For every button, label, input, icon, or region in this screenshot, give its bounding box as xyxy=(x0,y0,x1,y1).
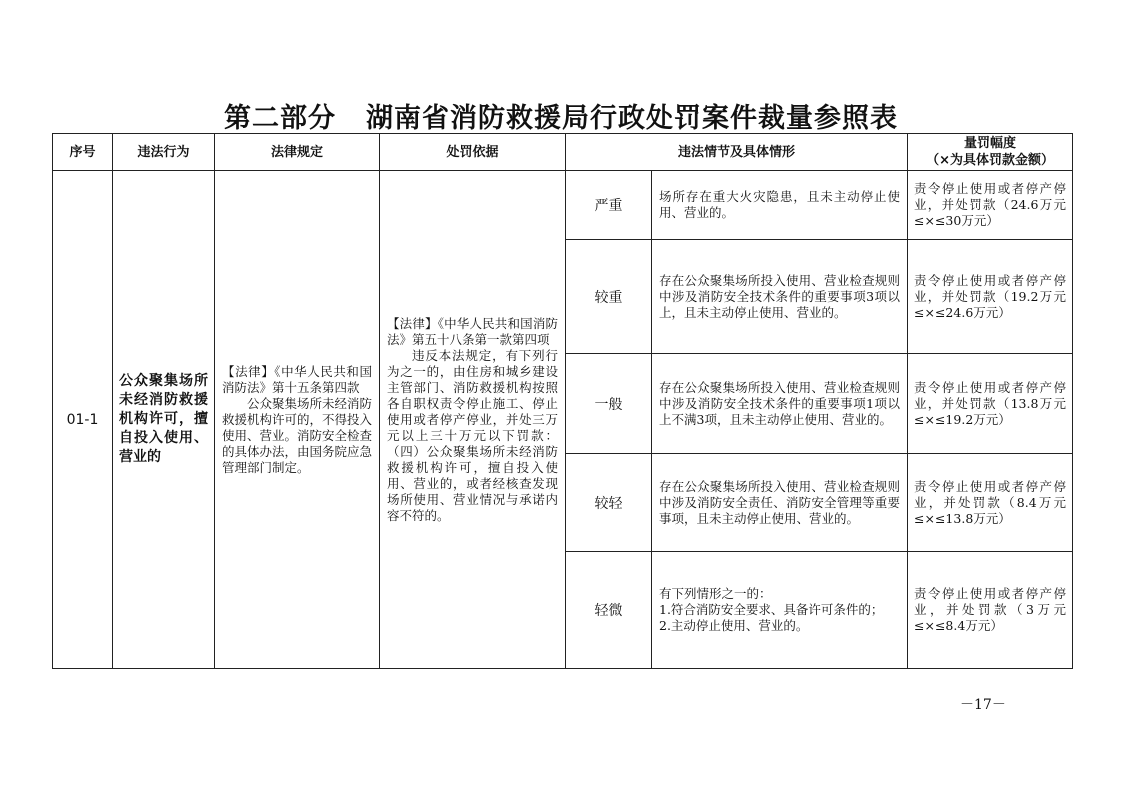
table-row xyxy=(53,171,1073,240)
detail-item: 1.符合消防安全要求、具备许可条件的； xyxy=(659,602,884,617)
level-detail xyxy=(652,552,908,669)
basis-citation: 【法律】《中华人民共和国消防法》第五十八条第一款第四项 xyxy=(387,315,558,347)
title-part: 第二部分 xyxy=(224,103,336,134)
level-label: 一般 xyxy=(566,354,652,454)
level-detail: 存在公众聚集场所投入使用、营业检查规则中涉及消防安全责任、消防安全管理等重要事项，且未主动停止使用、营业的。 xyxy=(652,454,908,552)
law-citation: 【法律】《中华人民共和国消防法》第十五条第四款 xyxy=(222,363,372,395)
fine-range: 责令停止使用或者停产停业，并处罚款（3万元≤×≤8.4万元） xyxy=(908,552,1073,669)
level-label: 严重 xyxy=(566,171,652,240)
violation-act: 公众聚集场所未经消防救援机构许可，擅自投入使用、营业的 xyxy=(113,171,215,669)
level-label: 较轻 xyxy=(566,454,652,552)
fine-range: 责令停止使用或者停产停业，并处罚款（8.4万元≤×≤13.8万元） xyxy=(908,454,1073,552)
basis-text: 违反本法规定，有下列行为之一的，由住房和城乡建设主管部门、消防救援机构按照各自职权责令停止施工、停止使用或者停产停业，并处三万元以上三十万元以下罚款：（四）公众聚集场所未经消防救援机构许可，擅自投入使用、营业的，或者经核查发现场所使用、营业情况与承诺内容不符的。 xyxy=(387,347,558,523)
level-label: 较重 xyxy=(566,240,652,354)
penalty-basis xyxy=(380,171,566,669)
page-title xyxy=(0,96,1122,135)
header-fine xyxy=(908,134,1073,171)
header-basis: 处罚依据 xyxy=(380,134,566,171)
header-circumstance: 违法情节及具体情形 xyxy=(566,134,908,171)
level-detail: 存在公众聚集场所投入使用、营业检查规则中涉及消防安全技术条件的重要事项3项以上，且未主动停止使用、营业的。 xyxy=(652,240,908,354)
detail-item: 2.主动停止使用、营业的。 xyxy=(659,618,809,633)
header-fine-line1: 量罚幅度 xyxy=(964,136,1017,151)
title-main: 湖南省消防救援局行政处罚案件裁量参照表 xyxy=(366,103,898,134)
table-header-row xyxy=(53,134,1073,171)
level-label: 轻微 xyxy=(566,552,652,669)
law-provision xyxy=(215,171,380,669)
page-number: －17－ xyxy=(960,697,1006,713)
level-detail: 存在公众聚集场所投入使用、营业检查规则中涉及消防安全技术条件的重要事项1项以上不满3项，且未主动停止使用、营业的。 xyxy=(652,354,908,454)
level-detail: 场所存在重大火灾隐患，且未主动停止使用、营业的。 xyxy=(652,171,908,240)
header-fine-line2: （×为具体罚款金额） xyxy=(926,153,1054,168)
case-number: 01-1 xyxy=(53,171,113,669)
detail-intro: 有下列情形之一的： xyxy=(659,586,772,601)
law-text: 公众聚集场所未经消防救援机构许可的，不得投入使用、营业。消防安全检查的具体办法，由国务院应急管理部门制定。 xyxy=(222,395,373,475)
fine-range: 责令停止使用或者停产停业，并处罚款（19.2万元≤×≤24.6万元） xyxy=(908,240,1073,354)
fine-range: 责令停止使用或者停产停业，并处罚款（13.8万元≤×≤19.2万元） xyxy=(908,354,1073,454)
header-law: 法律规定 xyxy=(215,134,380,171)
fine-range: 责令停止使用或者停产停业，并处罚款（24.6万元≤×≤30万元） xyxy=(908,171,1073,240)
penalty-reference-table xyxy=(52,133,1073,669)
header-act: 违法行为 xyxy=(113,134,215,171)
header-no: 序号 xyxy=(53,134,113,171)
